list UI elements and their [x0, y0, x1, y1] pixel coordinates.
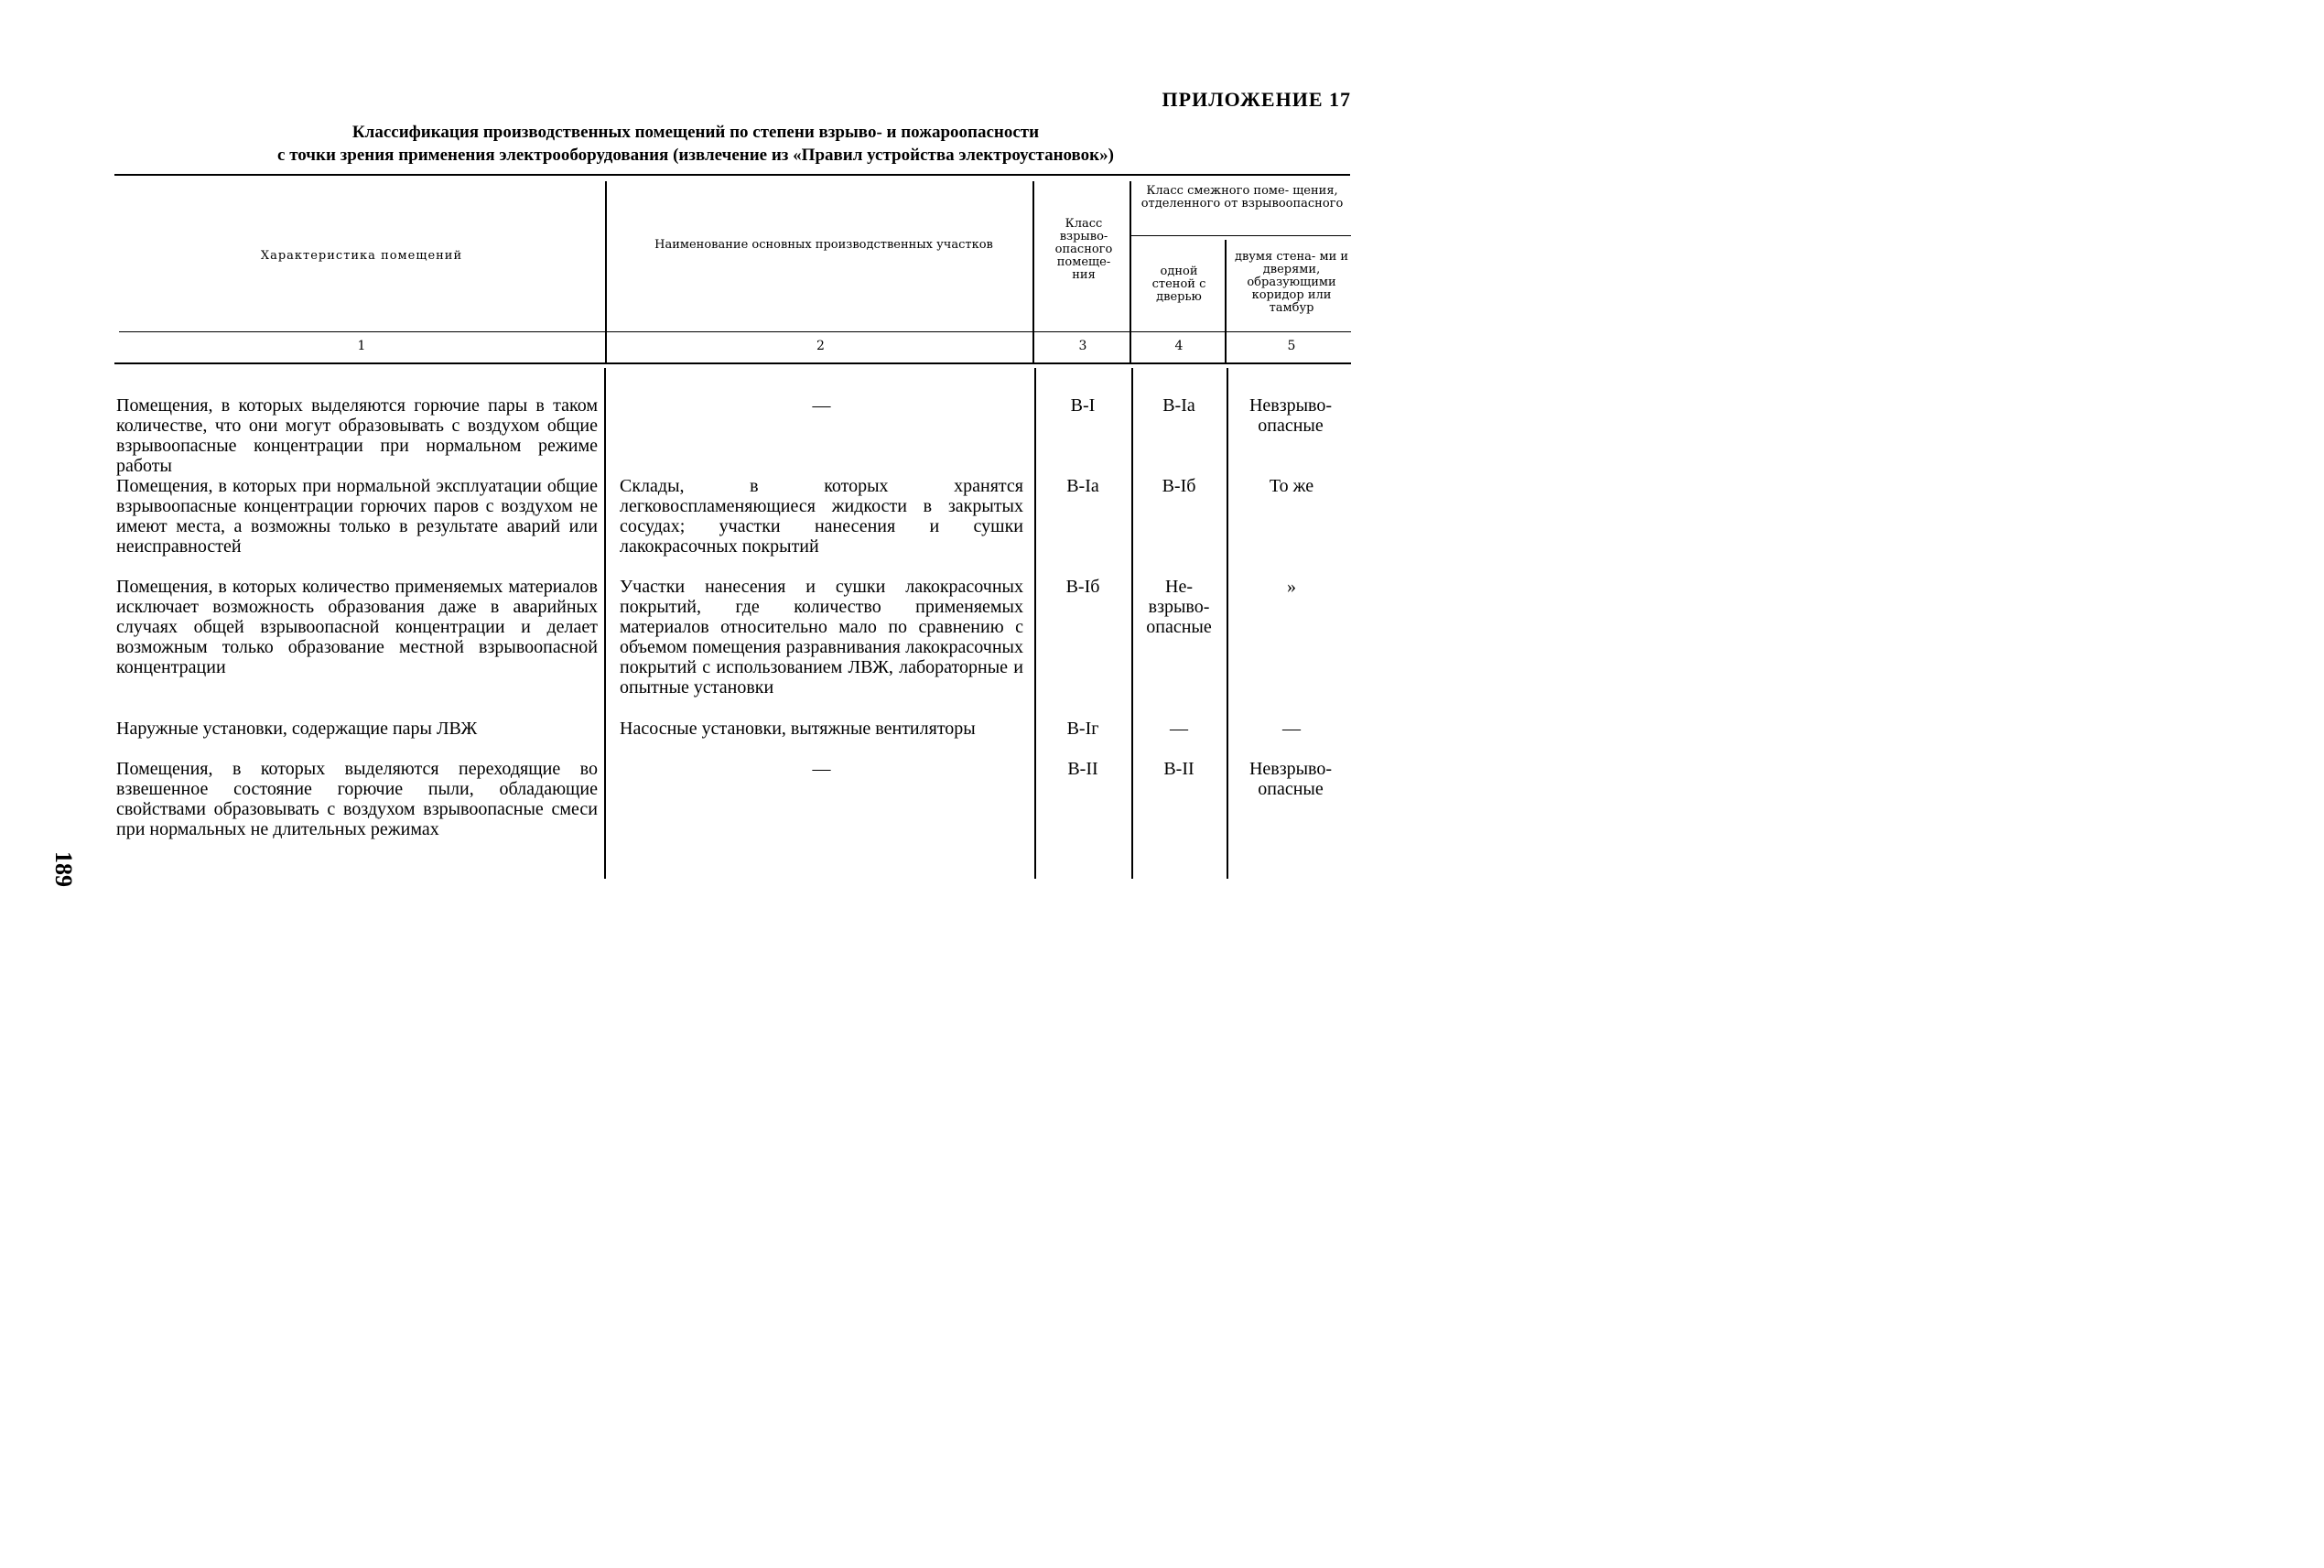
header-one-wall: одной стеной с дверью	[1151, 265, 1206, 304]
col-divider-2	[1032, 181, 1034, 364]
row-5-one-wall: В-II	[1163, 759, 1194, 779]
page-number: 189	[50, 851, 77, 887]
row-3-class: В-Iб	[1065, 577, 1100, 597]
row-3-areas: Участки нанесения и сушки лакокрасочных покрытий, где количество применяемых материалов относительно мало по сравнению с объемом помещения разравнивания лакокрасочных покрытий с использованием ЛВЖ, лабораторные и опытные установки	[620, 577, 1023, 697]
row-2-characteristic: Помещения, в которых при нормальной эксплуатации общие взрывоопасные концентрации горючих паров с воздухом не имеют места, а возможны только в результате аварий или неисправностей	[116, 476, 598, 557]
body-divider-1	[604, 368, 606, 879]
row-1-class: В-I	[1070, 395, 1096, 416]
row-5-two-walls: Невзрыво- опасные	[1248, 759, 1333, 799]
header-class: Класс взрыво- опасного помеще- ния	[1054, 217, 1113, 282]
col-divider-1	[605, 181, 607, 364]
row-4-two-walls: —	[1282, 719, 1301, 739]
row-2-two-walls: То же	[1269, 476, 1314, 496]
body-divider-3	[1131, 368, 1133, 879]
column-number-2: 2	[816, 339, 825, 353]
column-number-4: 4	[1174, 339, 1184, 353]
col-divider-3	[1130, 181, 1131, 364]
column-number-1: 1	[357, 339, 366, 353]
row-4-characteristic: Наружные установки, содержащие пары ЛВЖ	[116, 719, 478, 739]
body-divider-2	[1034, 368, 1036, 879]
row-4-one-wall: —	[1170, 719, 1188, 739]
header-areas: Наименование основных производственных участков	[654, 238, 993, 252]
header-bottom-rule	[119, 331, 1351, 332]
row-3-two-walls: »	[1287, 577, 1296, 597]
row-5-characteristic: Помещения, в которых выделяются переходящие во взвешенное состояние горючие пыли, обладающие свойствами образовывать с воздухом взрывоопасные смеси при нормальных не длительных режимах	[116, 759, 598, 839]
row-1-areas: —	[812, 395, 831, 416]
header-adjacent-class: Класс смежного поме- щения, отделенного от взрывоопасного	[1140, 184, 1344, 211]
column-numbers-rule	[114, 362, 1351, 364]
header-two-walls: двумя стена- ми и дверями, образующими коридор или тамбур	[1234, 250, 1349, 315]
row-3-one-wall: Не- взрыво- опасные	[1146, 577, 1212, 637]
subheader-rule	[1131, 235, 1351, 236]
body-divider-4	[1227, 368, 1228, 879]
row-4-class: В-Iг	[1066, 719, 1099, 739]
column-number-5: 5	[1287, 339, 1296, 353]
page-title	[165, 121, 1227, 167]
row-1-characteristic: Помещения, в которых выделяются горючие пары в таком количестве, что они могут образовывать с воздухом общие взрывоопасные концентрации при нормальном режиме работы	[116, 395, 598, 476]
title-line-2: с точки зрения применения электрооборудования (извлечение из «Правил устройства электроустановок»)	[277, 146, 1114, 165]
row-5-class: В-II	[1067, 759, 1098, 779]
row-3-characteristic: Помещения, в которых количество применяемых материалов исключает возможность образования даже в аварийных случаях общей взрывоопасной концентрации и делает возможным только образование местной взрывоопасной концентрации	[116, 577, 598, 677]
row-2-class: В-Iа	[1066, 476, 1099, 496]
row-4-areas: Насосные установки, вытяжные вентиляторы	[620, 719, 976, 739]
row-5-areas: —	[812, 759, 831, 779]
table-top-rule	[114, 174, 1350, 176]
row-1-one-wall: В-Iа	[1162, 395, 1195, 416]
column-number-3: 3	[1078, 339, 1087, 353]
row-1-two-walls: Невзрыво- опасные	[1248, 395, 1333, 436]
row-2-areas: Склады, в которых хранятся легковоспламеняющиеся жидкости в закрытых сосудах; участки нанесения и сушки лакокрасочных покрытий	[620, 476, 1023, 557]
header-characteristic: Характеристика помещений	[260, 249, 463, 263]
title-line-1: Классификация производственных помещений по степени взрыво- и пожароопасности	[351, 123, 1040, 142]
appendix-label: ПРИЛОЖЕНИЕ 17	[1162, 88, 1351, 111]
row-2-one-wall: В-Iб	[1162, 476, 1196, 496]
